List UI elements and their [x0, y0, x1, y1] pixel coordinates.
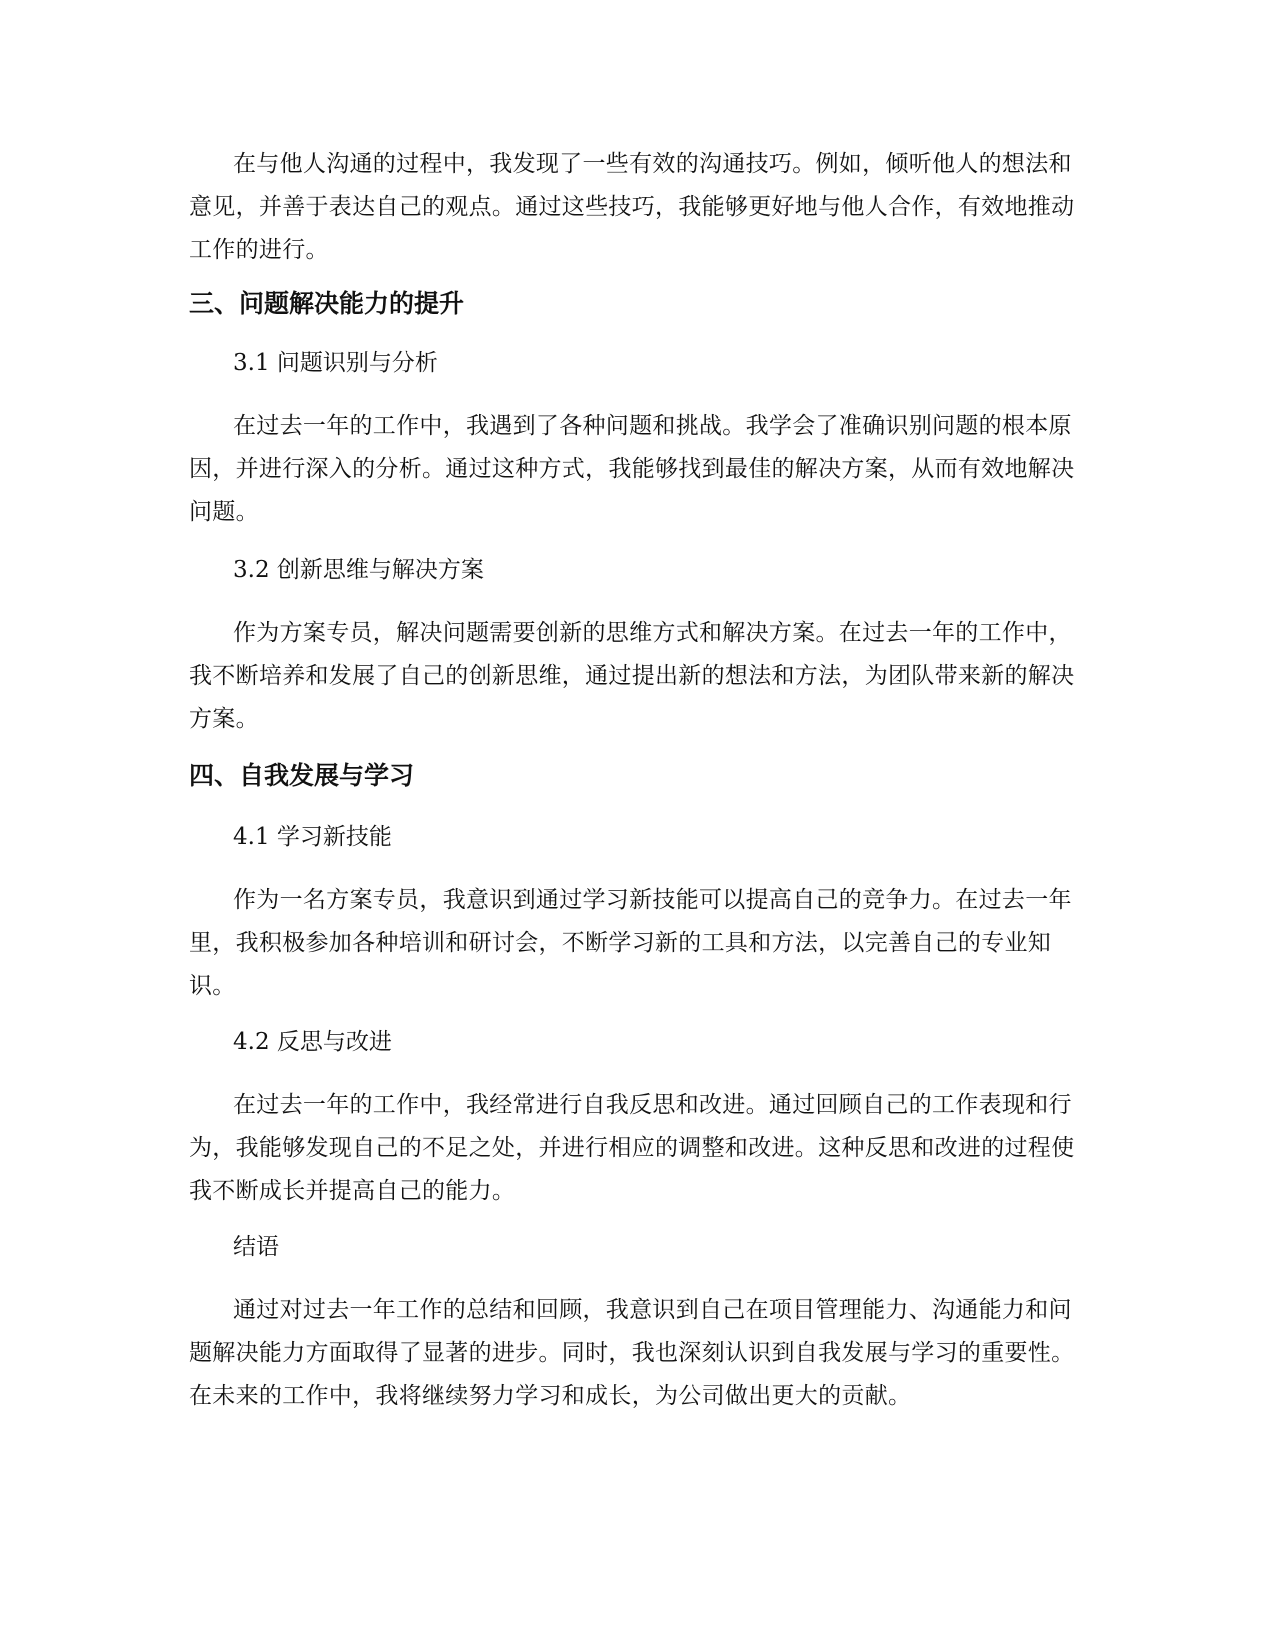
paragraph-conclusion: 通过对过去一年工作的总结和回顾，我意识到自己在项目管理能力、沟通能力和问题解决能力方面取得了显著的进步。同时，我也深刻认识到自我发展与学习的重要性。在未来的工作中，我将继续努力学习和成长，为公司做出更大的贡献。: [189, 1297, 1075, 1409]
subheading-problem-identification: 3.1 问题识别与分析: [233, 350, 438, 376]
subheading-reflection: 4.2 反思与改进: [233, 1029, 392, 1055]
paragraph-communication-skills: 在与他人沟通的过程中，我发现了一些有效的沟通技巧。例如，倾听他人的想法和意见，并善于表达自己的观点。通过这些技巧，我能够更好地与他人合作，有效地推动工作的进行。: [189, 151, 1075, 263]
subheading-innovative-thinking: 3.2 创新思维与解决方案: [233, 557, 484, 583]
paragraph-reflection: 在过去一年的工作中，我经常进行自我反思和改进。通过回顾自己的工作表现和行为，我能够发现自己的不足之处，并进行相应的调整和改进。这种反思和改进的过程使我不断成长并提高自己的能力。: [189, 1092, 1075, 1204]
section-heading-self-development: 四、自我发展与学习: [189, 761, 415, 790]
subheading-new-skills: 4.1 学习新技能: [233, 824, 392, 850]
section-heading-problem-solving: 三、问题解决能力的提升: [189, 289, 465, 318]
paragraph-innovative-thinking: 作为方案专员，解决问题需要创新的思维方式和解决方案。在过去一年的工作中，我不断培养和发展了自己的创新思维，通过提出新的想法和方法，为团队带来新的解决方案。: [189, 620, 1075, 732]
paragraph-problem-identification: 在过去一年的工作中，我遇到了各种问题和挑战。我学会了准确识别问题的根本原因，并进行深入的分析。通过这种方式，我能够找到最佳的解决方案，从而有效地解决问题。: [189, 413, 1075, 525]
paragraph-new-skills: 作为一名方案专员，我意识到通过学习新技能可以提高自己的竞争力。在过去一年里，我积极参加各种培训和研讨会，不断学习新的工具和方法，以完善自己的专业知识。: [189, 887, 1072, 999]
subheading-conclusion: 结语: [233, 1234, 279, 1260]
